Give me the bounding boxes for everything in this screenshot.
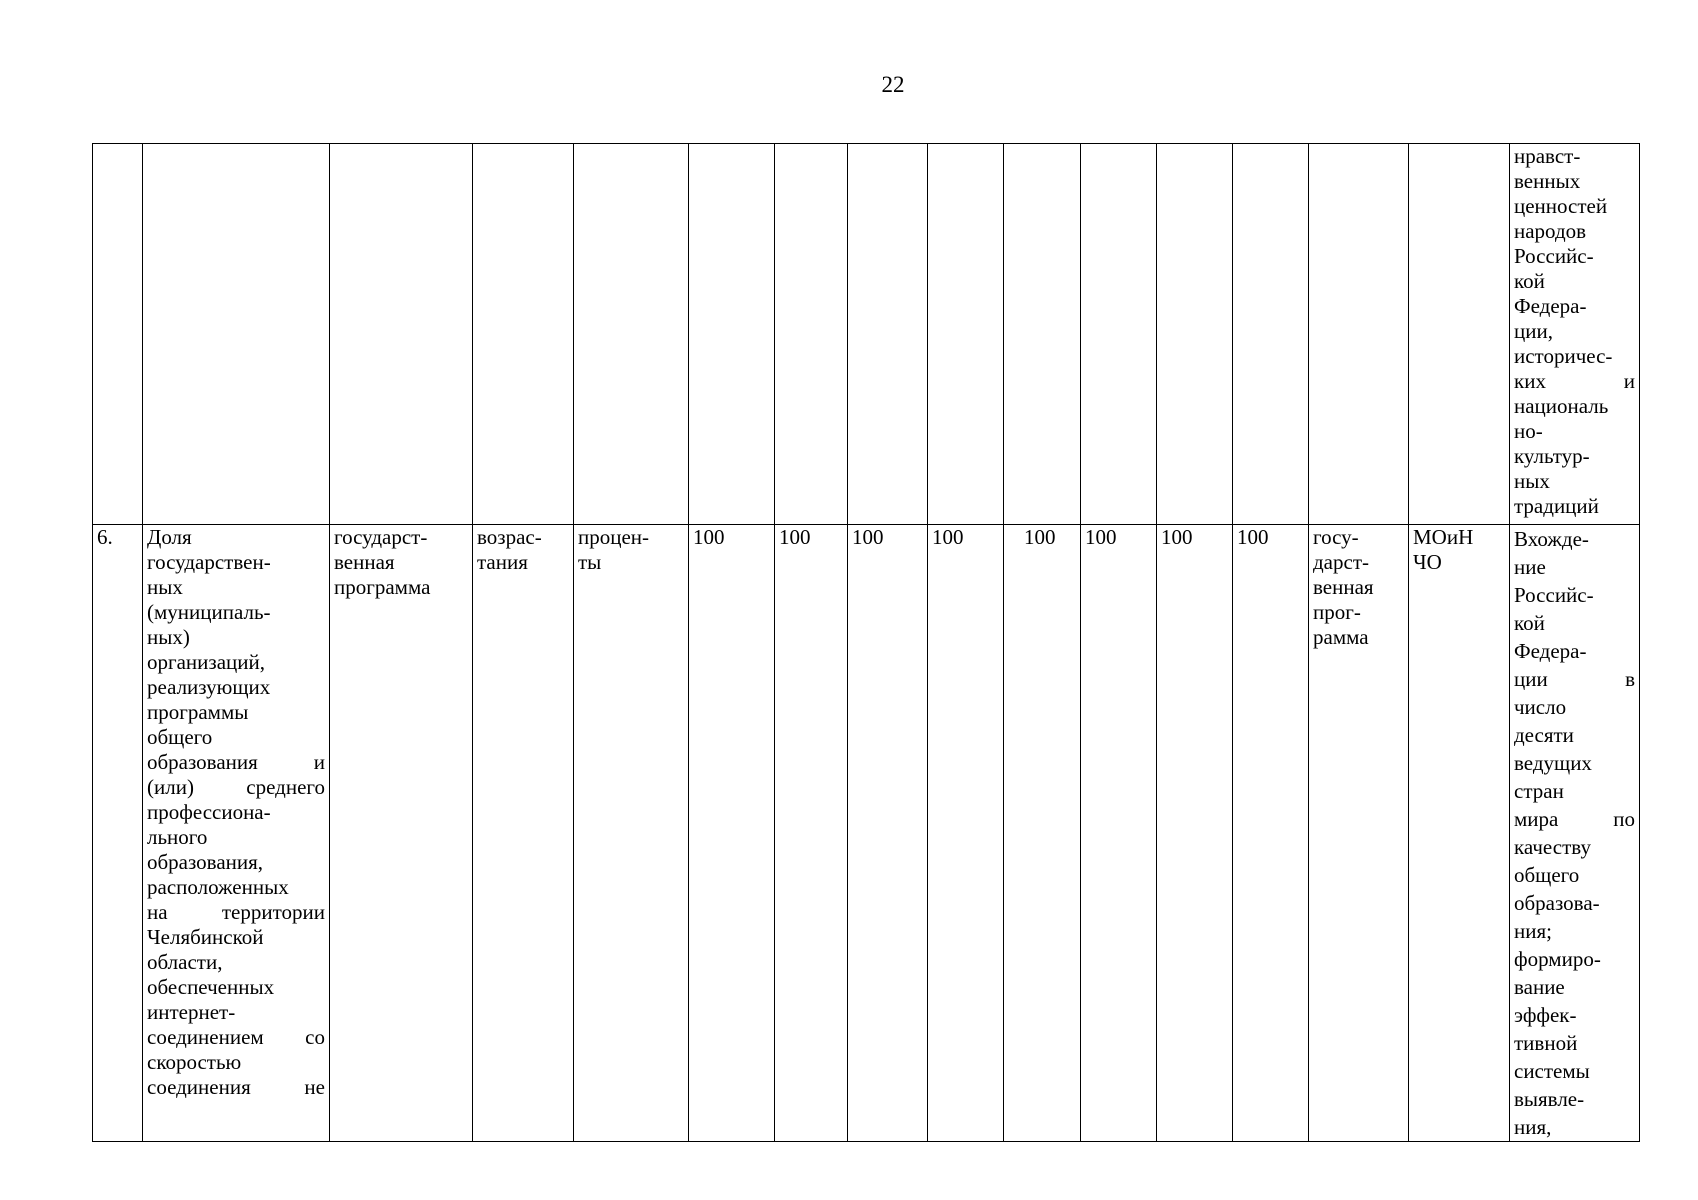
cell-value: 100 bbox=[1233, 525, 1309, 1142]
goal-line: выявле- bbox=[1514, 1087, 1585, 1111]
cell-value: 100 bbox=[1157, 525, 1233, 1142]
responsible-line: МОиН bbox=[1413, 525, 1474, 549]
indicator-line: общего bbox=[147, 725, 213, 749]
cell-value bbox=[928, 144, 1004, 525]
goal-line: Вхожде- bbox=[1514, 527, 1589, 551]
goal-line: ких и bbox=[1514, 369, 1635, 393]
cell-goal bbox=[1510, 144, 1640, 525]
indicator-line: образования и bbox=[147, 750, 325, 774]
cell-value: 100 bbox=[775, 525, 848, 1142]
indicator-line: соединения не bbox=[147, 1075, 325, 1099]
goal-line: Федера- bbox=[1514, 639, 1587, 663]
goal-line: нравст- bbox=[1514, 144, 1581, 168]
cell-document bbox=[1309, 144, 1409, 525]
cell-value: 100 bbox=[1081, 525, 1157, 1142]
goal-line: кой bbox=[1514, 611, 1545, 635]
cell-value: 100 bbox=[928, 525, 1004, 1142]
goal-line: Российс- bbox=[1514, 583, 1594, 607]
cell-goal bbox=[1510, 525, 1640, 1142]
indicator-line: ных bbox=[147, 575, 183, 599]
goal-line: эффек- bbox=[1514, 1003, 1577, 1027]
indicator-line: программы bbox=[147, 700, 249, 724]
unit-line: процен- bbox=[578, 525, 650, 549]
goal-line: ции в bbox=[1514, 667, 1635, 691]
goal-line: десяти bbox=[1514, 723, 1574, 747]
unit-line: ты bbox=[578, 550, 602, 574]
document-line: венная bbox=[1313, 575, 1374, 599]
goal-line: число bbox=[1514, 695, 1567, 719]
indicator-line: государствен- bbox=[147, 550, 271, 574]
cell-trend bbox=[473, 144, 574, 525]
cell-trend bbox=[473, 525, 574, 1142]
document-line: прог- bbox=[1313, 600, 1361, 624]
indicator-line: Челябинской bbox=[147, 925, 264, 949]
goal-line: но- bbox=[1514, 419, 1543, 443]
cell-responsible bbox=[1409, 144, 1510, 525]
goal-line: Федера- bbox=[1514, 294, 1587, 318]
indicator-line: льного bbox=[147, 825, 208, 849]
cell-value bbox=[1004, 144, 1081, 525]
source-line: программа bbox=[334, 575, 431, 599]
indicators-table bbox=[92, 143, 1640, 1142]
cell-source bbox=[330, 525, 473, 1142]
responsible-line: ЧО bbox=[1413, 550, 1442, 574]
indicator-line: (или) среднего bbox=[147, 775, 325, 799]
goal-line: ния; bbox=[1514, 919, 1552, 943]
cell-document bbox=[1309, 525, 1409, 1142]
trend-line: тания bbox=[477, 550, 528, 574]
indicator-line: скоростью bbox=[147, 1050, 242, 1074]
cell-responsible bbox=[1409, 525, 1510, 1142]
goal-line: общего bbox=[1514, 863, 1580, 887]
cell-value bbox=[1157, 144, 1233, 525]
table-row-6 bbox=[93, 525, 1640, 1142]
goal-line: ния, bbox=[1514, 1115, 1552, 1139]
document-line: госу- bbox=[1313, 525, 1359, 549]
goal-line: культур- bbox=[1514, 444, 1590, 468]
goal-line: ние bbox=[1514, 555, 1546, 579]
source-line: венная bbox=[334, 550, 395, 574]
cell-unit bbox=[574, 144, 689, 525]
goal-line: формиро- bbox=[1514, 947, 1601, 971]
cell-value: 100 bbox=[848, 525, 928, 1142]
goal-line: качеству bbox=[1514, 835, 1591, 859]
table-row-continuation bbox=[93, 144, 1640, 525]
cell-value bbox=[1081, 144, 1157, 525]
cell-value: 100 bbox=[689, 525, 775, 1142]
goal-line: системы bbox=[1514, 1059, 1590, 1083]
cell-number bbox=[93, 144, 143, 525]
cell-value bbox=[775, 144, 848, 525]
goal-line: Российс- bbox=[1514, 244, 1594, 268]
goal-line: народов bbox=[1514, 219, 1587, 243]
goal-line: ведущих bbox=[1514, 751, 1592, 775]
goal-line: вание bbox=[1514, 975, 1565, 999]
indicator-line: Доля bbox=[147, 525, 192, 549]
indicator-line: организаций, bbox=[147, 650, 265, 674]
indicator-line: соединением со bbox=[147, 1025, 325, 1049]
goal-line: кой bbox=[1514, 269, 1545, 293]
indicator-line: интернет- bbox=[147, 1000, 236, 1024]
goal-line: мира по bbox=[1514, 807, 1635, 831]
source-line: государст- bbox=[334, 525, 428, 549]
cell-value bbox=[848, 144, 928, 525]
indicator-line: (муниципаль- bbox=[147, 600, 271, 624]
cell-indicator bbox=[143, 525, 330, 1142]
document-line: дарст- bbox=[1313, 550, 1369, 574]
cell-indicator bbox=[143, 144, 330, 525]
goal-line: стран bbox=[1514, 779, 1564, 803]
cell-value bbox=[689, 144, 775, 525]
goal-line: венных bbox=[1514, 169, 1581, 193]
cell-unit bbox=[574, 525, 689, 1142]
indicator-line: образования, bbox=[147, 850, 264, 874]
goal-line: ценностей bbox=[1514, 194, 1608, 218]
indicator-line: обеспеченных bbox=[147, 975, 275, 999]
goal-line: традиций bbox=[1514, 494, 1599, 518]
cell-source bbox=[330, 144, 473, 525]
trend-line: возрас- bbox=[477, 525, 542, 549]
indicator-line: реализующих bbox=[147, 675, 271, 699]
goal-line: историчес- bbox=[1514, 344, 1613, 368]
document-line: рамма bbox=[1313, 625, 1369, 649]
cell-number: 6. bbox=[93, 525, 143, 1142]
goal-line: ции, bbox=[1514, 319, 1553, 343]
indicator-line: области, bbox=[147, 950, 223, 974]
goal-line: тивной bbox=[1514, 1031, 1578, 1055]
indicator-line: ных) bbox=[147, 625, 190, 649]
cell-value bbox=[1233, 144, 1309, 525]
indicator-line: профессиона- bbox=[147, 800, 271, 824]
goal-line: образова- bbox=[1514, 891, 1600, 915]
cell-value: 100 bbox=[1004, 525, 1081, 1142]
goal-line: ных bbox=[1514, 469, 1550, 493]
indicator-line: расположенных bbox=[147, 875, 289, 899]
goal-line: националь bbox=[1514, 394, 1609, 418]
indicator-line: на территории bbox=[147, 900, 325, 924]
page-number: 22 bbox=[881, 72, 905, 97]
